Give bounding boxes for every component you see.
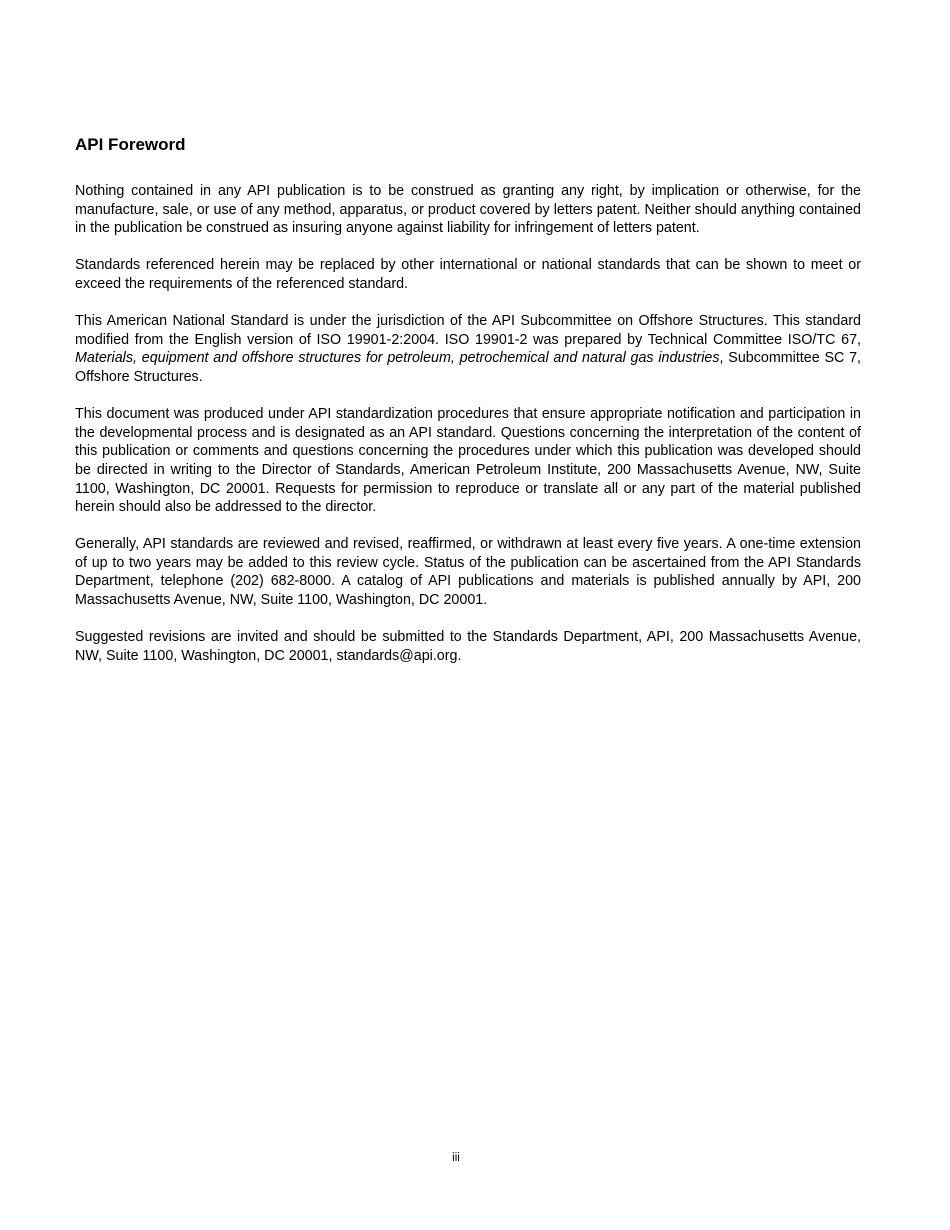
- iso-committee-title: Materials, equipment and offshore structures for petroleum, petrochemical and natural gas industries: [75, 350, 720, 367]
- paragraph-suggested-revisions: Suggested revisions are invited and should be submitted to the Standards Department, API, 200 Massachusetts Avenue, NW, Suite 1100, Washington, DC 20001, standards@api.org.: [75, 629, 861, 664]
- paragraph-standardization-procedures: This document was produced under API standardization procedures that ensure appropriate notification and participation in the developmental process and is designated as an API standard. Questions concerning the interpretation of the content of this publication or comments and questions concerning the procedures under which this publication was developed should be directed in writing to the Director of Standards, American Petroleum Institute, 200 Massachusetts Avenue, NW, Suite 1100, Washington, DC 20001. Requests for permission to reproduce or translate all or any part of the material published herein should also be addressed to the director.: [75, 406, 861, 516]
- page-title: API Foreword: [75, 135, 186, 154]
- jurisdiction-text-before: This American National Standard is under the jurisdiction of the API Subcommittee on Offshore Structures. This standard modified from the English version of ISO 19901-2:2004. ISO 19901-2 was prepared by Technical Committee ISO/TC 67,: [75, 313, 861, 348]
- document-body: [75, 134, 861, 684]
- page-number: iii: [452, 1152, 460, 1164]
- paragraph-review-cycle: Generally, API standards are reviewed and revised, reaffirmed, or withdrawn at least every five years. A one-time extension of up to two years may be added to this review cycle. Status of the publication can be ascertained from the API Standards Department, telephone (202) 682-8000. A catalog of API publications and materials is published annually by API, 200 Massachusetts Avenue, NW, Suite 1100, Washington, DC 20001.: [75, 536, 861, 609]
- paragraph-standards-referenced: Standards referenced herein may be replaced by other international or national standards that can be shown to meet or exceed the requirements of the referenced standard.: [75, 257, 861, 292]
- paragraph-patent-disclaimer: Nothing contained in any API publication is to be construed as granting any right, by implication or otherwise, for the manufacture, sale, or use of any method, apparatus, or product covered by letters patent. Neither should anything contained in the publication be construed as insuring anyone against liability for infringement of letters patent.: [75, 183, 861, 237]
- paragraph-jurisdiction: [75, 312, 861, 386]
- jurisdiction-text-after: , Subcommittee SC 7, Offshore Structures.: [75, 350, 861, 385]
